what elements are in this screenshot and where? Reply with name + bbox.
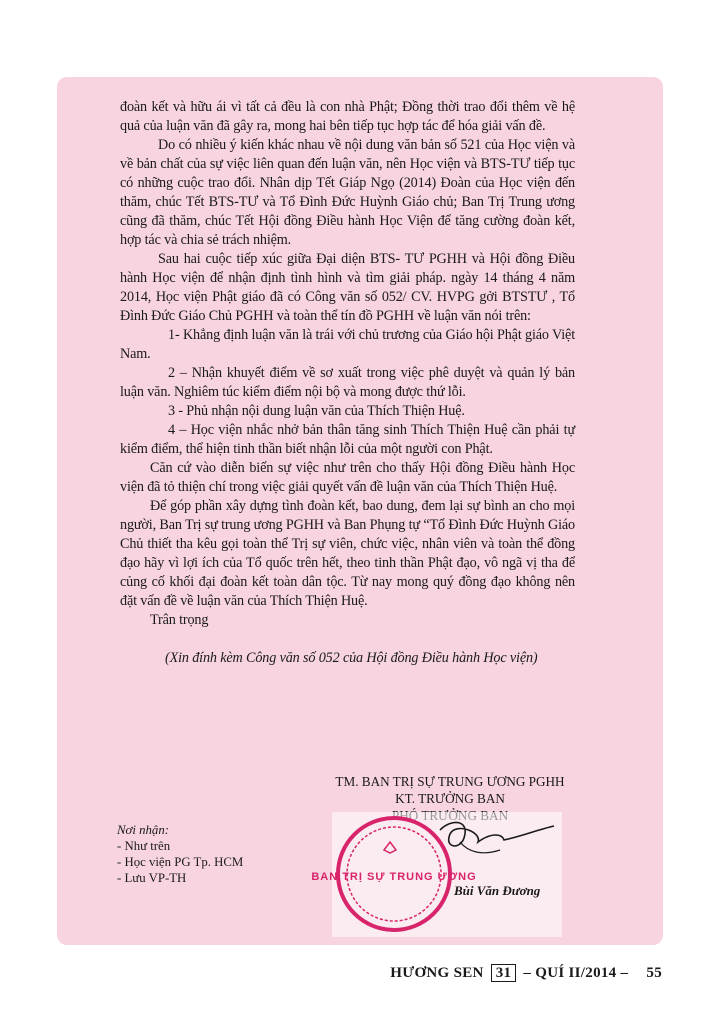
paragraph: Do có nhiều ý kiến khác nhau về nội dung văn bản số 521 của Học viện và về bản chất của sự việc liên quan đến luận văn, nên Học viện và BTS-TƯ tiếp tục có những cuộc trao đổi. Nhân dịp Tết Giáp Ngọ (2014) Đoàn của Học viện đến thăm, chúc Tết BTS-TƯ và Tổ Đình Đức Huỳnh Giáo chủ; Ban Trị Trung ương cũng đã thăm, chúc Tết Hội đồng Điều hành Học Viện để tăng cường đoàn kết, hợp tác và chia sẻ trách nhiệm. [120, 137, 575, 248]
official-stamp [311, 812, 562, 937]
paragraph: Để góp phần xây dựng tình đoàn kết, bao dung, đem lại sự bình an cho mọi người, Ban Trị sự trung ương PGHH và Ban Phụng tự “Tổ Đình Đức Huỳnh Giáo Chủ thiết tha kêu gọi toàn thể Trị sự viên, chức việc, nhân viên và toàn thể đồng đạo hãy vì lợi ích của Tổ quốc trên hết, theo tinh thần Phật đạo, vô ngã vị tha để củng cố khối đại đoàn kết toàn dân tộc. Từ nay mong quý đồng đạo không nên đặt vấn đề về luận văn của Thích Thiện Huệ. [120, 498, 575, 609]
page-number: 55 [646, 965, 662, 981]
signature-line: TM. BAN TRỊ SỰ TRUNG ƯƠNG PGHH [335, 774, 565, 789]
paragraph: đoàn kết và hữu ái vì tất cả đều là con nhà Phật; Đồng thời trao đổi thêm về hệ quả của luận văn đã gây ra, mong hai bên tiếp tục hợp tác để hóa giải vấn đề. [120, 99, 575, 134]
recipients-heading: Nơi nhận: [117, 823, 169, 837]
stamp-and-signature [311, 812, 562, 937]
paragraph: 1- Khẳng định luận văn là trái với chủ trương của Giáo hội Phật giáo Việt Nam. [120, 327, 575, 362]
signature-line: KT. TRƯỞNG BAN [395, 791, 505, 806]
paragraph: 4 – Học viện nhắc nhở bản thân tăng sinh Thích Thiện Huệ cần phải tự kiểm điểm, thể hiện tinh thần biết nhận lỗi của một người con Phật. [120, 422, 575, 457]
paragraph: 3 - Phủ nhận nội dung luận văn của Thích Thiện Huệ. [168, 403, 465, 419]
page-footer [0, 965, 662, 982]
recipient-item: - Như trên [117, 839, 171, 853]
signer-name: Bùi Văn Đương [454, 883, 541, 898]
letter-body [120, 98, 575, 668]
paragraph: Căn cứ vào diễn biến sự việc như trên cho thấy Hội đồng Điều hành Học viện đã tỏ thiện chí trong việc giải quyết vấn đề luận văn của Thích Thiện Huệ. [120, 460, 575, 495]
issue-number: 31 [491, 964, 517, 982]
quarter-label: – QUÍ II/2014 – [523, 965, 629, 981]
magazine-title: HƯƠNG SEN [390, 965, 484, 981]
recipients-list [117, 822, 243, 886]
paragraph: 2 – Nhận khuyết điểm về sơ xuất trong việc phê duyệt và quản lý bản luận văn. Nghiêm túc kiểm điểm nội bộ và mong được thứ lỗi. [120, 365, 575, 400]
recipient-item: - Lưu VP-TH [117, 871, 187, 885]
attachment-note: (Xin đính kèm Công văn số 052 của Hội đồng Điều hành Học viện) [165, 650, 538, 666]
stamp-text: BAN TRỊ SỰ TRUNG ƯƠNG [311, 871, 477, 883]
recipient-item: - Học viện PG Tp. HCM [117, 855, 244, 869]
paragraph: Sau hai cuộc tiếp xúc giữa Đại diện BTS- TƯ PGHH và Hội đồng Điều hành Học viện để nhận định tình hình và tìm giải pháp. ngày 14 tháng 4 năm 2014, Học viện Phật giáo đã có Công văn số 052/ CV. HVPG gởi BTSTƯ , Tổ Đình Đức Giáo Chủ PGHH và toàn thể tín đồ PGHH về luận văn nói trên: [120, 251, 575, 324]
closing: Trân trọng [150, 612, 209, 628]
